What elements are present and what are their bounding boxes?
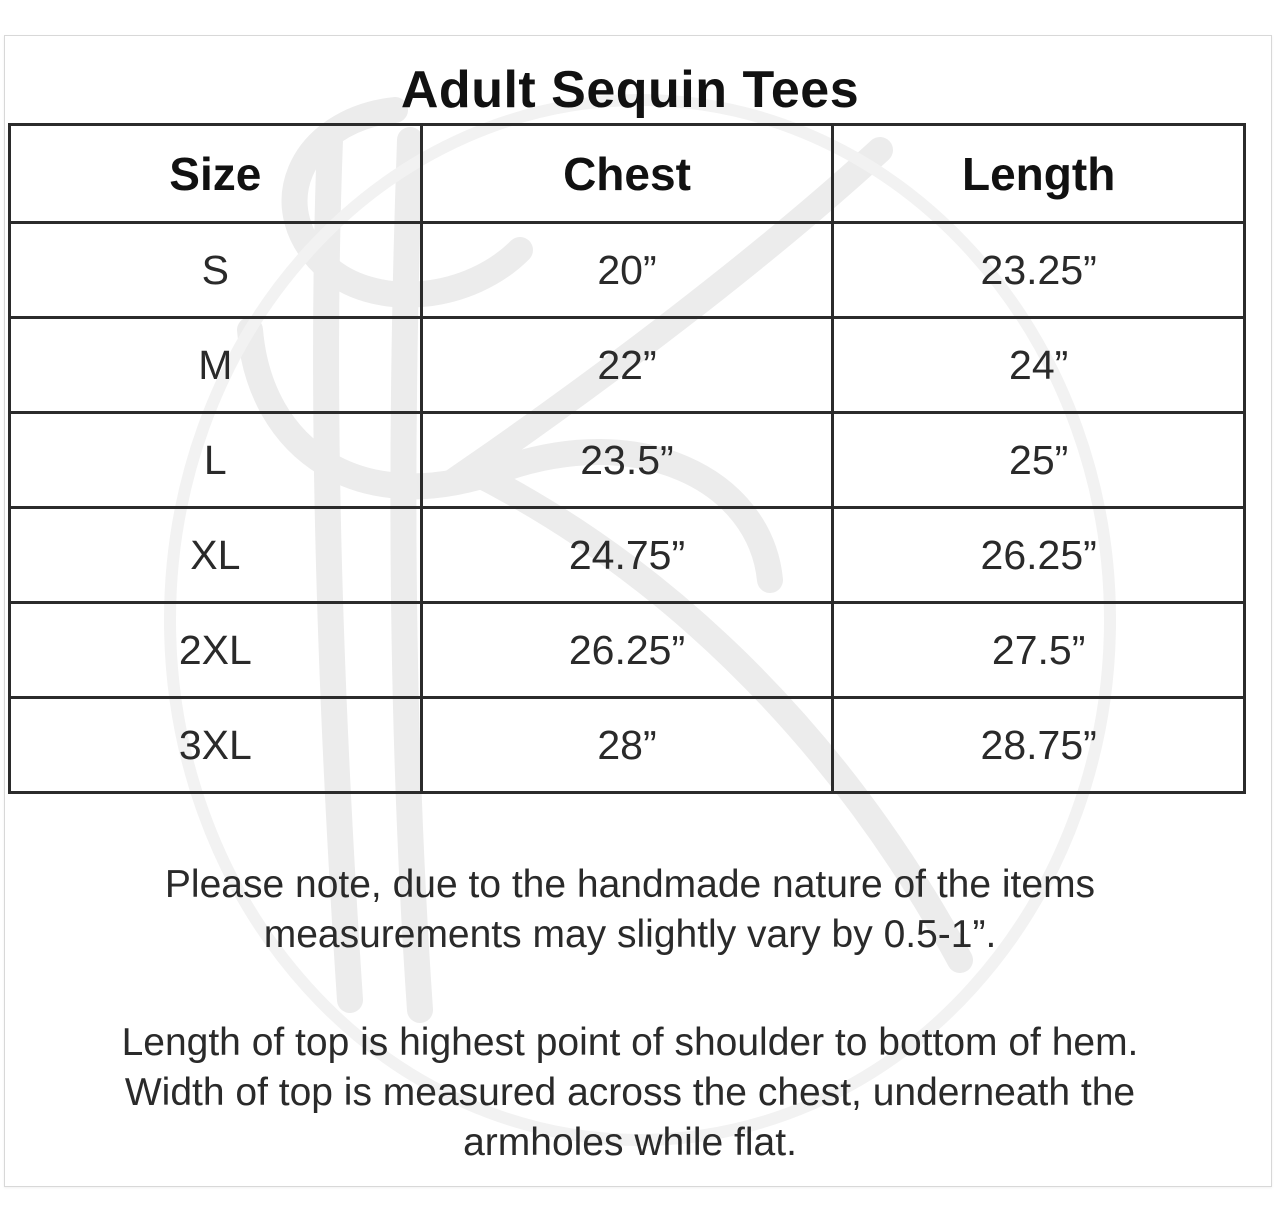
- size-cell: XL: [10, 508, 422, 603]
- chest-cell: 26.25”: [421, 603, 833, 698]
- length-cell: 25”: [833, 413, 1245, 508]
- table-row: [10, 223, 1245, 318]
- note-line: Length of top is highest point of shoulder to bottom of hem.: [121, 1021, 1139, 1064]
- size-chart-table: [8, 123, 1246, 794]
- handmade-variance-note: [0, 860, 1260, 960]
- column-header-length: Length: [833, 125, 1245, 223]
- table-row: [10, 603, 1245, 698]
- size-cell: 3XL: [10, 698, 422, 793]
- length-cell: 23.25”: [833, 223, 1245, 318]
- chest-cell: 23.5”: [421, 413, 833, 508]
- size-cell: S: [10, 223, 422, 318]
- chest-cell: 20”: [421, 223, 833, 318]
- note-line: Width of top is measured across the chest, underneath the: [124, 1071, 1136, 1114]
- length-cell: 28.75”: [833, 698, 1245, 793]
- note-line: Please note, due to the handmade nature of the items: [164, 863, 1096, 906]
- table-row: [10, 318, 1245, 413]
- size-cell: M: [10, 318, 422, 413]
- note-line: armholes while flat.: [463, 1121, 797, 1164]
- chest-cell: 28”: [421, 698, 833, 793]
- column-header-size: Size: [10, 125, 422, 223]
- note-line: measurements may slightly vary by 0.5-1”.: [263, 913, 997, 956]
- length-cell: 26.25”: [833, 508, 1245, 603]
- table-row: [10, 413, 1245, 508]
- chest-cell: 22”: [421, 318, 833, 413]
- column-header-chest: Chest: [421, 125, 833, 223]
- page-title: Adult Sequin Tees: [400, 61, 860, 119]
- measurement-instructions-note: [0, 1018, 1260, 1168]
- size-cell: 2XL: [10, 603, 422, 698]
- table-row: [10, 508, 1245, 603]
- table-header-row: [10, 125, 1245, 223]
- table-row: [10, 698, 1245, 793]
- chest-cell: 24.75”: [421, 508, 833, 603]
- length-cell: 24”: [833, 318, 1245, 413]
- size-cell: L: [10, 413, 422, 508]
- length-cell: 27.5”: [833, 603, 1245, 698]
